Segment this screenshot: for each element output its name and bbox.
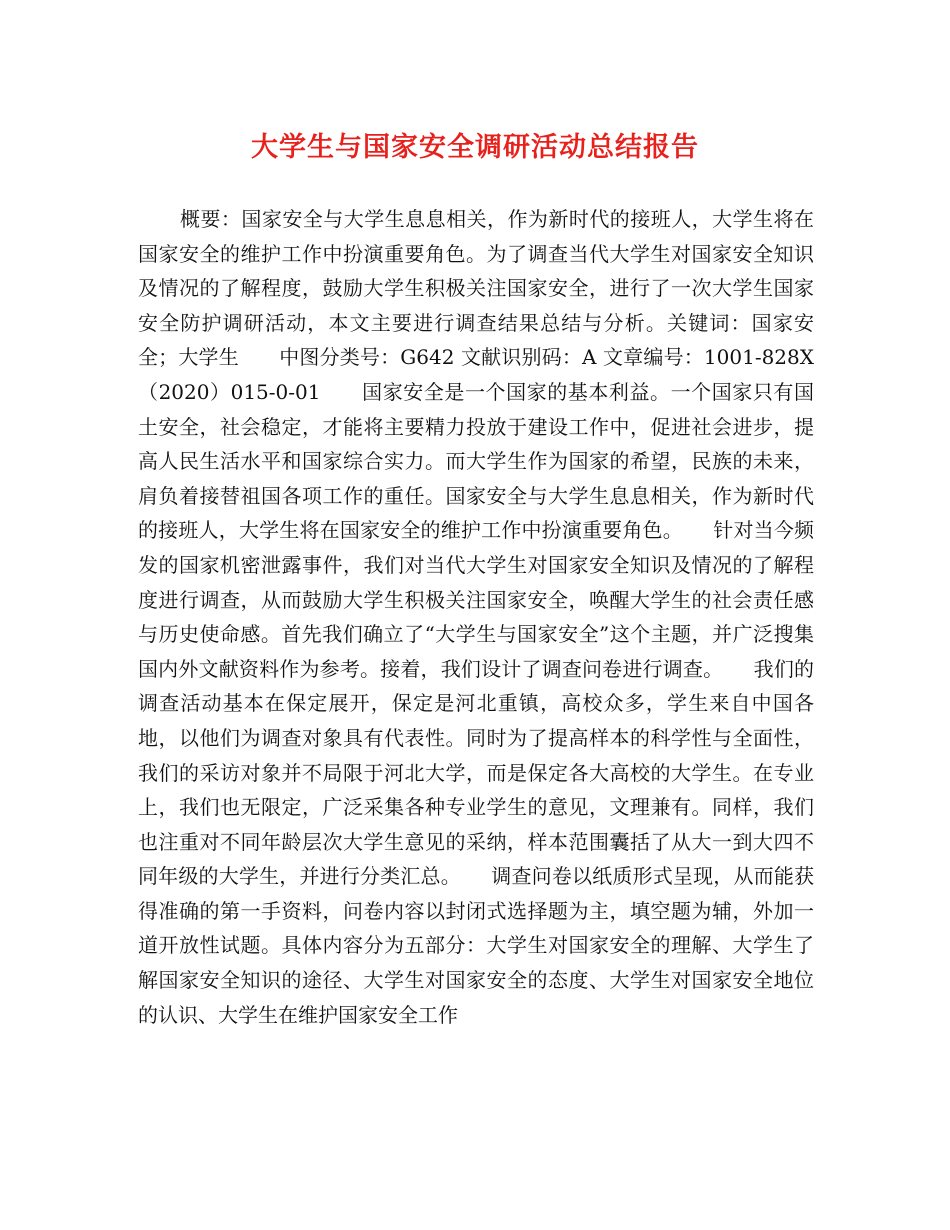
document-title: 大学生与国家安全调研活动总结报告 xyxy=(251,132,699,163)
document-body-paragraph: 概要：国家安全与大学生息息相关，作为新时代的接班人，大学生将在国家安全的维护工作中扮演重要角色。为了调查当代大学生对国家安全知识及情况的了解程度，鼓励大学生积极关注国家安全，进行了一次大学生国家安全防护调研活动，本文主要进行调查结果总结与分析。关键词：国家安全；大学生 中图分类号：G642 文献识别码：A 文章编号：1001-828X（2020）015-0-01 国家安全是一个国家的基本利益。一个国家只有国土安全，社会稳定，才能将主要精力投放于建设工作中，促进社会进步，提高人民生活水平和国家综合实力。而大学生作为国家的希望，民族的未来，肩负着接替祖国各项工作的重任。国家安全与大学生息息相关，作为新时代的接班人，大学生将在国家安全的维护工作中扮演重要角色。 针对当今频发的国家机密泄露事件，我们对当代大学生对国家安全知识及情况的了解程度进行调查，从而鼓励大学生积极关注国家安全，唤醒大学生的社会责任感与历史使命感。首先我们确立了“大学生与国家安全”这个主题，并广泛搜集国内外文献资料作为参考。接着，我们设计了调查问卷进行调查。 我们的调查活动基本在保定展开，保定是河北重镇，高校众多，学生来自中国各地，以他们为调查对象具有代表性。同时为了提高样本的科学性与全面性，我们的采访对象并不局限于河北大学，而是保定各大高校的大学生。在专业上，我们也无限定，广泛采集各种专业学生的意见，文理兼有。同样，我们也注重对不同年龄层次大学生意见的采纳，样本范围囊括了从大一到大四不同年级的大学生，并进行分类汇总。 调查问卷以纸质形式呈现，从而能获得准确的第一手资料，问卷内容以封闭式选择题为主，填空题为辅，外加一道开放性试题。具体内容分为五部分：大学生对国家安全的理解、大学生了解国家安全知识的途径、大学生对国家安全的态度、大学生对国家安全地位的认识、大学生在维护国家安全工作 xyxy=(138,207,814,1027)
